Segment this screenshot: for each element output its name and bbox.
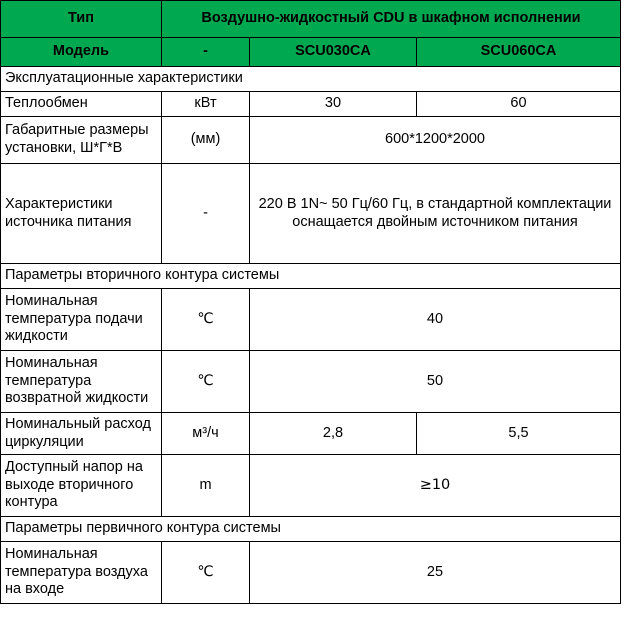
row-label-flow-rate: Номинальный расход циркуляции	[1, 413, 162, 455]
row-value-flow-rate-scu030: 2,8	[250, 413, 417, 455]
row-unit-flow-rate: м³/ч	[162, 413, 250, 455]
row-unit-inlet-air-temp: ℃	[162, 542, 250, 604]
row-unit-return-temp: ℃	[162, 351, 250, 413]
row-label-heat-exchange: Теплообмен	[1, 92, 162, 117]
row-value-dimensions: 600*1200*2000	[250, 117, 621, 164]
table-row-power-supply	[1, 164, 621, 264]
header-model-unit: -	[162, 38, 250, 67]
table-row-inlet-air-temp	[1, 542, 621, 604]
section-row-secondary-loop	[1, 264, 621, 289]
row-unit-power-supply: -	[162, 164, 250, 264]
header-model-scu030: SCU030CA	[250, 38, 417, 67]
row-label-inlet-air-temp: Номинальная температура воздуха на входе	[1, 542, 162, 604]
header-type-label: Тип	[1, 1, 162, 38]
row-label-dimensions: Габаритные размеры установки, Ш*Г*В	[1, 117, 162, 164]
row-unit-heat-exchange: кВт	[162, 92, 250, 117]
row-value-heat-exchange-scu030: 30	[250, 92, 417, 117]
table-row-heat-exchange	[1, 92, 621, 117]
row-value-inlet-air-temp: 25	[250, 542, 621, 604]
header-product-title: Воздушно-жидкостный CDU в шкафном исполнении	[162, 1, 621, 38]
row-value-heat-exchange-scu060: 60	[417, 92, 621, 117]
section-title-secondary-loop: Параметры вторичного контура системы	[1, 264, 621, 289]
row-value-supply-temp: 40	[250, 289, 621, 351]
section-title-operating: Эксплуатационные характеристики	[1, 67, 621, 92]
header-model-scu060: SCU060CA	[417, 38, 621, 67]
table-row-head-pressure	[1, 455, 621, 517]
header-model-label: Модель	[1, 38, 162, 67]
table-header-row-model	[1, 38, 621, 67]
table-row-return-temp	[1, 351, 621, 413]
row-unit-supply-temp: ℃	[162, 289, 250, 351]
row-value-head-pressure: ≥10	[250, 455, 621, 517]
row-label-power-supply: Характеристики источника питания	[1, 164, 162, 264]
row-label-supply-temp: Номинальная температура подачи жидкости	[1, 289, 162, 351]
row-label-head-pressure: Доступный напор на выходе вторичного контура	[1, 455, 162, 517]
row-unit-head-pressure: m	[162, 455, 250, 517]
row-value-power-supply: 220 В 1N~ 50 Гц/60 Гц, в стандартной комплектации оснащается двойным источником питания	[250, 164, 621, 264]
section-row-operating	[1, 67, 621, 92]
row-unit-dimensions: (мм)	[162, 117, 250, 164]
section-row-primary-loop	[1, 517, 621, 542]
table-row-dimensions	[1, 117, 621, 164]
table-header-row-type	[1, 1, 621, 38]
section-title-primary-loop: Параметры первичного контура системы	[1, 517, 621, 542]
row-label-return-temp: Номинальная температура возвратной жидкости	[1, 351, 162, 413]
table-row-supply-temp	[1, 289, 621, 351]
table-row-flow-rate	[1, 413, 621, 455]
row-value-flow-rate-scu060: 5,5	[417, 413, 621, 455]
row-value-return-temp: 50	[250, 351, 621, 413]
